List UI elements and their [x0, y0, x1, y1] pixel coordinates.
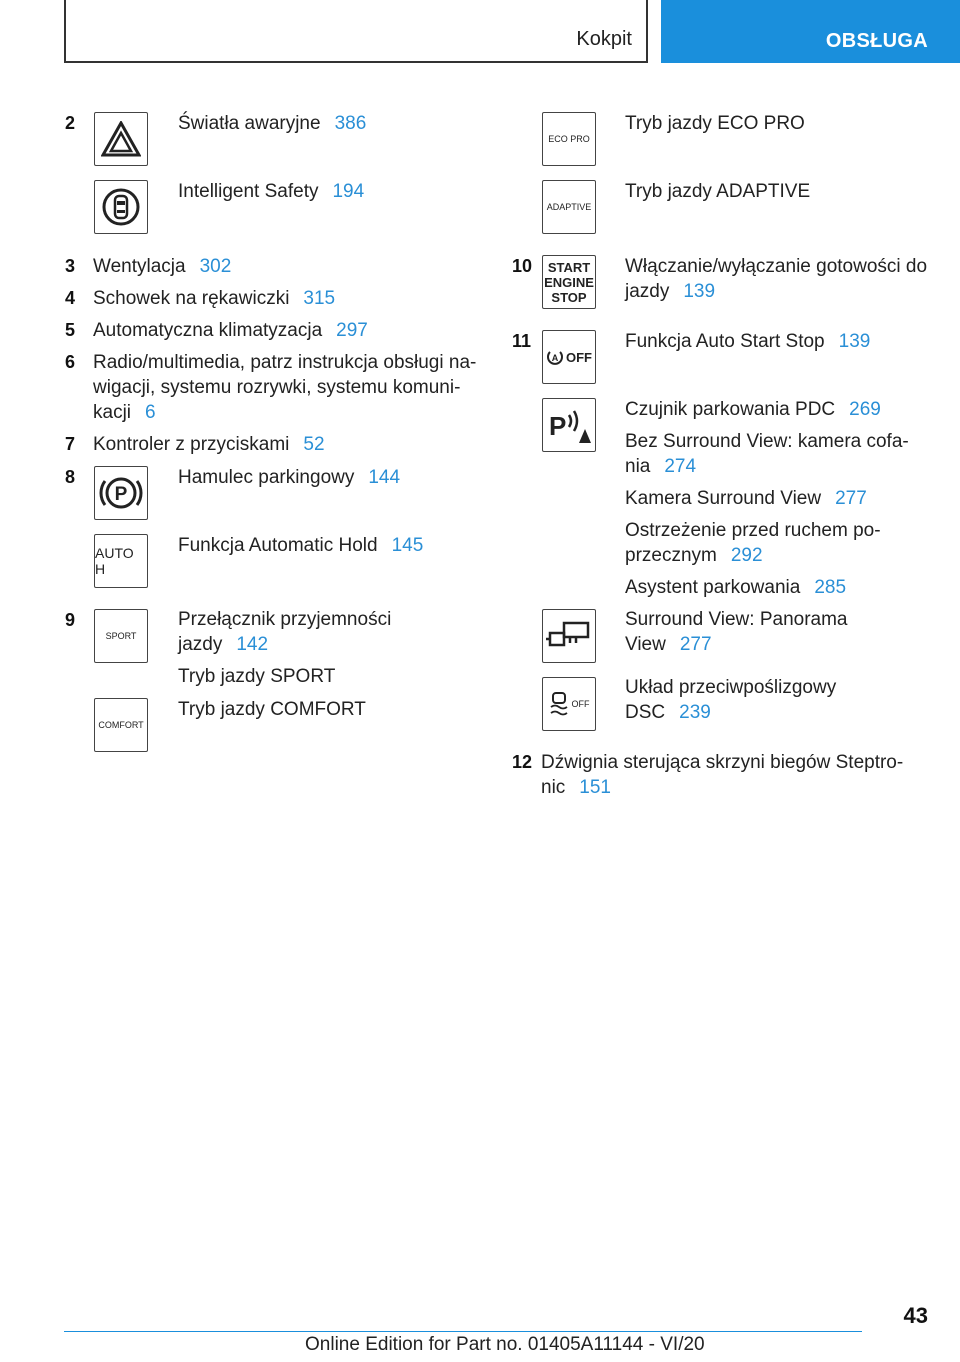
page-link[interactable]: 302 — [199, 256, 232, 277]
chapter-tab[interactable] — [661, 0, 960, 63]
adaptive-mode-icon: ADAPTIVE — [542, 180, 596, 234]
eco-pro-mode-icon: ECO PRO — [542, 112, 596, 166]
page-link[interactable]: 239 — [679, 702, 711, 723]
page-link[interactable]: 145 — [391, 535, 424, 556]
page-link[interactable]: 144 — [368, 467, 401, 488]
page-link[interactable]: 285 — [814, 577, 847, 598]
sport-mode-icon: SPORT — [94, 609, 148, 663]
page-number: 43 — [903, 1303, 928, 1328]
entry-number: 3 — [65, 256, 76, 276]
page-link[interactable]: 139 — [838, 331, 871, 352]
list-item-parking-brake: Hamulec parkingowy 144 — [178, 467, 401, 488]
list-item-glovebox: Schowek na rękawiczki 315 — [93, 288, 336, 309]
page-link[interactable]: 315 — [303, 288, 336, 309]
page-link[interactable]: 6 — [145, 402, 156, 423]
panorama-view-icon — [542, 609, 596, 663]
list-item-climate: Automatyczna klimatyzacja 297 — [93, 320, 368, 341]
entry-number: 11 — [512, 331, 532, 351]
list-item-auto-hold: Funkcja Automatic Hold 145 — [178, 535, 424, 556]
entry-number: 10 — [512, 256, 533, 276]
park-distance-control-icon — [542, 398, 596, 452]
parking-brake-icon — [94, 466, 148, 520]
list-item-intelligent-safety: Intelligent Safety 194 — [178, 181, 365, 202]
page-link[interactable]: 274 — [664, 456, 697, 477]
svg-text:A: A — [551, 353, 559, 363]
list-item-steptronic: Dźwignia sterująca skrzyni biegów Steptro- nic 151 — [541, 752, 904, 798]
page-link[interactable]: 277 — [835, 488, 867, 509]
entry-number: 2 — [65, 113, 76, 133]
list-item-pdc: Czujnik parkowania PDC 269 Bez Surround View: kamera cofa- nia 274 Kamera Surround View 277 Ostrzeżenie przed ruchem po- przecznym 292 Asystent parkowania 285 — [625, 399, 909, 598]
hazard-lights-icon — [94, 112, 148, 166]
list-item-adaptive: Tryb jazdy ADAPTIVE — [625, 181, 811, 202]
page-link[interactable]: 277 — [679, 634, 712, 655]
entry-number: 5 — [65, 320, 76, 340]
header-section-box — [64, 0, 648, 63]
chapter-title: OBSŁUGA — [825, 30, 928, 52]
page-link[interactable]: 292 — [730, 545, 763, 566]
page-link[interactable]: 142 — [236, 634, 269, 655]
intelligent-safety-icon — [94, 180, 148, 234]
auto-hold-icon: AUTO H — [94, 534, 148, 588]
dsc-off-icon: OFF — [542, 677, 596, 731]
page-link[interactable]: 194 — [332, 181, 365, 202]
page-link[interactable]: 297 — [336, 320, 368, 341]
list-item-panorama-view: Surround View: Panorama View 277 — [625, 609, 848, 655]
svg-text:P: P — [549, 411, 567, 441]
list-item-radio: Radio/multimedia, patrz instrukcja obsługi na- wigacji, systemu rozrywki, systemu komuni- kacji 6 — [93, 352, 477, 423]
list-item-engine-readiness: Włączanie/wyłączanie gotowości do jazdy 139 — [625, 256, 928, 302]
section-title: Kokpit — [576, 28, 632, 50]
list-item-comfort: Tryb jazdy COMFORT — [178, 699, 366, 720]
list-item-dsc: Układ przeciwpoślizgowy DSC 239 — [625, 677, 837, 723]
list-item-hazard-lights: Światła awaryjne 386 — [178, 113, 367, 134]
page-link[interactable]: 269 — [849, 399, 881, 420]
comfort-mode-icon: COMFORT — [94, 698, 148, 752]
entry-number: 7 — [65, 434, 76, 454]
list-item-auto-start-stop: Funkcja Auto Start Stop 139 — [625, 331, 871, 352]
footer-divider — [64, 1331, 862, 1332]
auto-start-stop-icon: A OFF — [542, 330, 596, 384]
footer-edition: Online Edition for Part no. 01405A11144 - VI/20 — [305, 1334, 705, 1355]
entry-number: 6 — [65, 352, 76, 372]
list-item-eco-pro: Tryb jazdy ECO PRO — [625, 113, 805, 134]
entry-number: 4 — [65, 288, 76, 308]
page-link[interactable]: 386 — [334, 113, 367, 134]
list-item-controller: Kontroler z przyciskami 52 — [93, 434, 325, 455]
list-item-ventilation: Wentylacja 302 — [93, 256, 232, 277]
svg-text:P: P — [114, 484, 128, 505]
list-item-driving-switch: Przełącznik przyjemności jazdy 142 Tryb jazdy SPORT — [178, 609, 392, 687]
entry-number: 8 — [65, 467, 76, 487]
entry-number: 12 — [512, 752, 533, 772]
page-link[interactable]: 139 — [683, 281, 716, 302]
entry-number: 9 — [65, 610, 76, 630]
page-link[interactable]: 52 — [303, 434, 325, 455]
page-link[interactable]: 151 — [579, 777, 611, 798]
start-engine-stop-icon: START ENGINE STOP — [542, 255, 596, 309]
